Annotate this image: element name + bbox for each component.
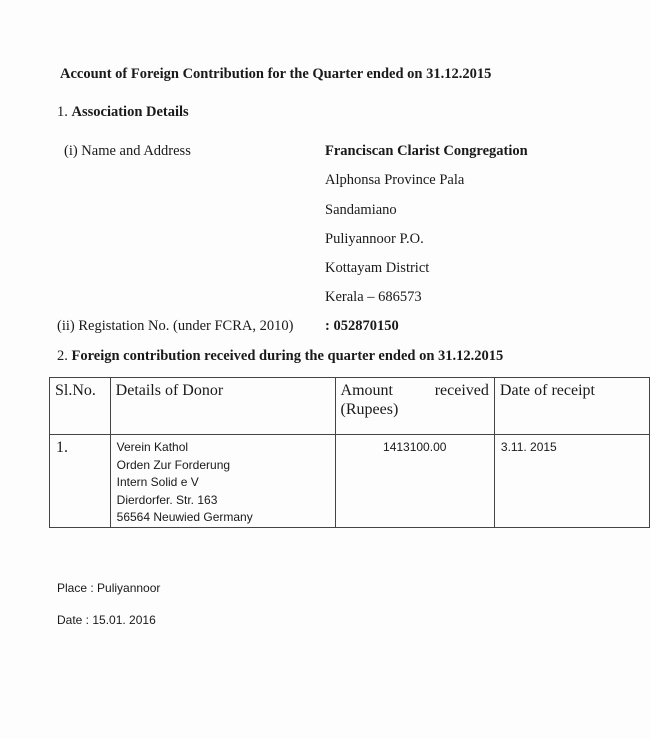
association-name: Franciscan Clarist Congregation xyxy=(325,143,528,159)
table-header-row xyxy=(50,378,650,435)
header-amount-word: Amount xyxy=(340,382,393,399)
donor-line: Intern Solid e V xyxy=(116,475,199,489)
donor-line: Orden Zur Forderung xyxy=(116,457,231,472)
registration-number: : 052870150 xyxy=(325,318,399,334)
header-received-word: received xyxy=(434,382,489,399)
cell-donor-details xyxy=(110,435,335,528)
section-association-details xyxy=(57,104,189,121)
section-number: 2. xyxy=(57,348,68,364)
header-rupees: (Rupees) xyxy=(340,401,399,418)
place-line: Place : Puliyannoor xyxy=(57,581,161,595)
donor-line: 56564 Neuwied Germany xyxy=(116,510,253,524)
date-line: Date : 15.01. 2016 xyxy=(57,613,156,627)
name-address-label: (i) Name and Address xyxy=(64,143,191,159)
cell-amount: 1413100.00 xyxy=(335,435,494,528)
address-line: Sandamiano xyxy=(325,202,397,218)
address-line: Puliyannoor P.O. xyxy=(325,231,424,247)
header-sl-no: Sl.No. xyxy=(50,378,111,435)
cell-sl-no: 1. xyxy=(50,435,111,528)
donor-line: Dierdorfer. Str. 163 xyxy=(116,492,218,507)
section-foreign-contribution xyxy=(57,348,503,365)
cell-date-of-receipt: 3.11. 2015 xyxy=(494,435,649,528)
section-heading: Foreign contribution received during the quarter ended on 31.12.2015 xyxy=(71,348,504,364)
section-number: 1. xyxy=(57,104,68,120)
address-line: Alphonsa Province Pala xyxy=(325,172,465,188)
donor-line: Verein Kathol xyxy=(116,440,189,454)
address-line: Kerala – 686573 xyxy=(325,289,422,305)
header-date-of-receipt: Date of receipt xyxy=(494,378,649,435)
registration-label: (ii) Registation No. (under FCRA, 2010) xyxy=(57,318,294,334)
section-heading: Association Details xyxy=(71,104,189,120)
document-title: Account of Foreign Contribution for the Quarter ended on 31.12.2015 xyxy=(60,66,492,82)
donor-table xyxy=(49,377,650,528)
address-line: Kottayam District xyxy=(325,260,430,276)
table-row xyxy=(50,435,650,528)
header-amount xyxy=(335,378,494,435)
header-donor-details: Details of Donor xyxy=(110,378,335,435)
